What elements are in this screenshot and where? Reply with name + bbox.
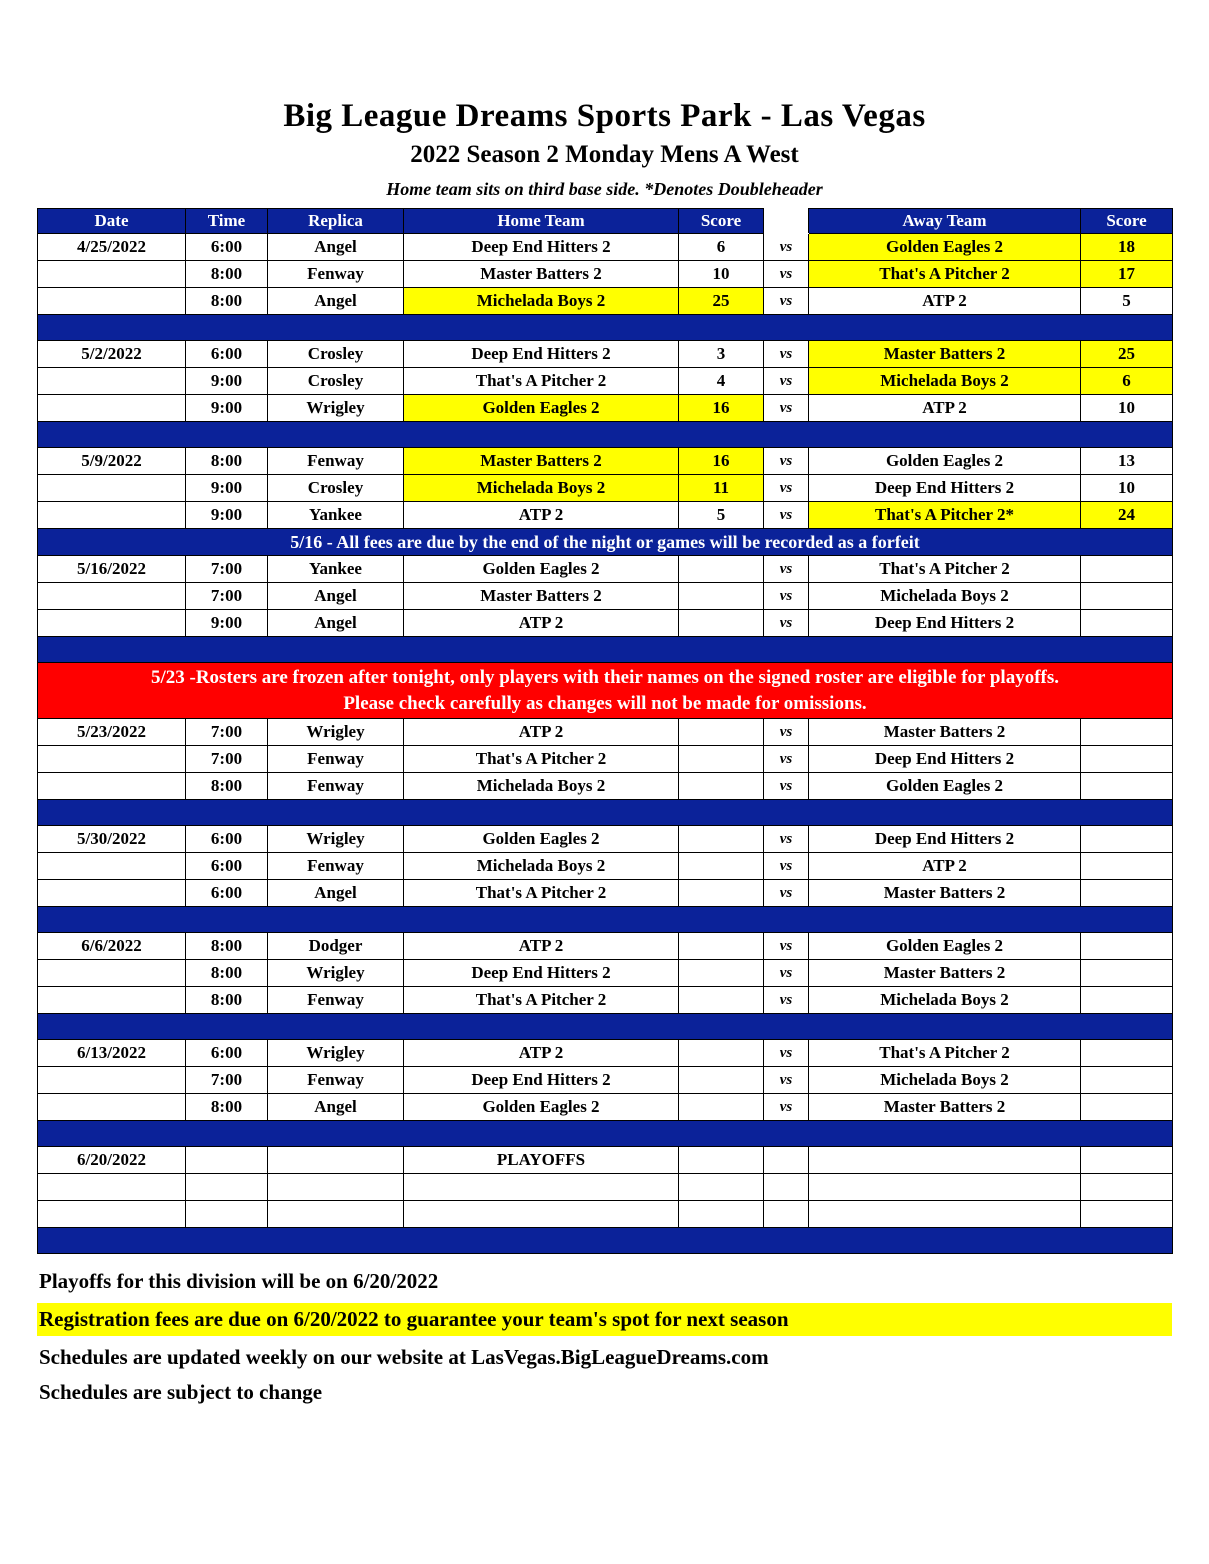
replica-cell: Crosley [268,475,404,502]
roster-freeze-notice [38,663,1173,719]
date-cell [38,288,186,315]
away-team-cell: ATP 2 [809,288,1081,315]
away-score-cell [1081,773,1173,800]
date-cell [38,261,186,288]
separator-row [38,422,1173,448]
home-score-cell [679,853,764,880]
game-row [38,880,1173,907]
away-team-cell: Michelada Boys 2 [809,1067,1081,1094]
time-cell: 7:00 [186,719,268,746]
vs-cell: vs [764,502,809,529]
home-team-cell: That's A Pitcher 2 [404,746,679,773]
website-note: Schedules are updated weekly on our website at LasVegas.BigLeagueDreams.com [39,1345,769,1369]
home-team-cell: Michelada Boys 2 [404,475,679,502]
time-cell: 6:00 [186,341,268,368]
replica-cell: Wrigley [268,719,404,746]
separator-row [38,907,1173,933]
home-team-cell [404,1174,679,1201]
home-team-cell: ATP 2 [404,1040,679,1067]
time-cell [186,1201,268,1228]
vs-cell: vs [764,448,809,475]
game-row [38,987,1173,1014]
away-team-cell: That's A Pitcher 2 [809,1040,1081,1067]
home-team-cell: Michelada Boys 2 [404,288,679,315]
away-team-cell: Golden Eagles 2 [809,448,1081,475]
vs-cell: vs [764,341,809,368]
away-score-cell [1081,1201,1173,1228]
vs-cell [764,1201,809,1228]
game-row [38,502,1173,529]
away-team-cell: Golden Eagles 2 [809,234,1081,261]
time-cell: 9:00 [186,475,268,502]
separator-cell [38,907,1173,933]
footer [37,1268,1172,1406]
time-cell: 8:00 [186,773,268,800]
vs-cell: vs [764,853,809,880]
time-cell: 9:00 [186,610,268,637]
vs-cell: vs [764,826,809,853]
replica-cell: Yankee [268,556,404,583]
vs-cell [764,1174,809,1201]
home-team-cell: That's A Pitcher 2 [404,880,679,907]
separator-row [38,315,1173,341]
away-score-cell [1081,719,1173,746]
home-team-cell: PLAYOFFS [404,1147,679,1174]
page-title: Big League Dreams Sports Park - Las Vegas [283,98,926,134]
time-cell: 8:00 [186,288,268,315]
home-score-cell: 5 [679,502,764,529]
vs-cell: vs [764,773,809,800]
away-score-cell [1081,583,1173,610]
home-team-note: Home team sits on third base side. *Denotes Doubleheader [386,179,823,199]
playoffs-note: Playoffs for this division will be on 6/20/2022 [39,1269,439,1293]
date-cell: 5/30/2022 [38,826,186,853]
home-score-cell [679,1174,764,1201]
home-score-cell: 16 [679,395,764,422]
vs-cell: vs [764,475,809,502]
vs-cell: vs [764,368,809,395]
game-row [38,1147,1173,1174]
home-score-cell: 4 [679,368,764,395]
time-cell: 9:00 [186,395,268,422]
header-row [38,209,1173,234]
home-score-cell [679,933,764,960]
time-cell: 8:00 [186,987,268,1014]
home-score-cell [679,880,764,907]
vs-cell: vs [764,960,809,987]
away-score-cell: 17 [1081,261,1173,288]
away-score-cell: 5 [1081,288,1173,315]
separator-cell [38,1014,1173,1040]
vs-cell: vs [764,234,809,261]
home-team-cell: That's A Pitcher 2 [404,368,679,395]
vs-cell: vs [764,746,809,773]
registration-fees-note: Registration fees are due on 6/20/2022 to guarantee your team's spot for next season [37,1303,1172,1336]
home-team-cell: Golden Eagles 2 [404,395,679,422]
home-score-cell: 10 [679,261,764,288]
date-cell [38,1174,186,1201]
date-cell: 5/9/2022 [38,448,186,475]
away-score-cell [1081,880,1173,907]
game-row [38,556,1173,583]
away-score-cell [1081,556,1173,583]
date-cell [38,773,186,800]
home-score-cell [679,826,764,853]
home-team-cell: Deep End Hitters 2 [404,341,679,368]
fees-notice-text: 5/16 - All fees are due by the end of the night or games will be recorded as a forfeit [38,529,1173,556]
separator-cell [38,315,1173,341]
date-cell [38,746,186,773]
replica-cell: Angel [268,1094,404,1121]
home-team-cell: ATP 2 [404,610,679,637]
home-team-cell: Golden Eagles 2 [404,556,679,583]
vs-cell: vs [764,719,809,746]
vs-cell: vs [764,395,809,422]
away-team-cell: Michelada Boys 2 [809,368,1081,395]
replica-cell: Wrigley [268,960,404,987]
game-row [38,853,1173,880]
replica-cell: Crosley [268,341,404,368]
vs-cell: vs [764,880,809,907]
date-cell [38,1067,186,1094]
home-score-cell [679,1094,764,1121]
game-row [38,583,1173,610]
roster-freeze-line-2: Please check carefully as changes will not be made for omissions. [343,692,867,714]
replica-cell: Fenway [268,746,404,773]
replica-cell: Angel [268,288,404,315]
home-team-cell: Master Batters 2 [404,583,679,610]
date-cell [38,583,186,610]
away-team-cell: Master Batters 2 [809,1094,1081,1121]
vs-cell: vs [764,261,809,288]
game-row [38,475,1173,502]
header-home-team: Home Team [404,209,679,234]
home-score-cell [679,746,764,773]
away-team-cell: Deep End Hitters 2 [809,475,1081,502]
date-cell [38,880,186,907]
roster-freeze-line-1: 5/23 -Rosters are frozen after tonight, only players with their names on the signed roster are eligible for playoffs. [150,666,1060,688]
time-cell: 8:00 [186,448,268,475]
game-row [38,773,1173,800]
vs-cell: vs [764,610,809,637]
game-row [38,261,1173,288]
home-score-cell [679,610,764,637]
home-team-cell: ATP 2 [404,502,679,529]
date-cell [38,853,186,880]
time-cell [186,1174,268,1201]
roster-freeze-notice-row [38,663,1173,719]
page-subtitle: 2022 Season 2 Monday Mens A West [410,141,799,168]
date-cell: 6/20/2022 [38,1147,186,1174]
game-row [38,1174,1173,1201]
date-cell [38,368,186,395]
away-score-cell [1081,1094,1173,1121]
away-score-cell [1081,853,1173,880]
game-row [38,1201,1173,1228]
home-team-cell: Golden Eagles 2 [404,1094,679,1121]
game-row [38,448,1173,475]
replica-cell [268,1174,404,1201]
time-cell: 9:00 [186,502,268,529]
date-cell [38,475,186,502]
home-score-cell: 3 [679,341,764,368]
away-team-cell: Golden Eagles 2 [809,933,1081,960]
time-cell: 9:00 [186,368,268,395]
away-score-cell [1081,987,1173,1014]
home-team-cell: Master Batters 2 [404,448,679,475]
away-team-cell [809,1147,1081,1174]
away-score-cell: 18 [1081,234,1173,261]
home-team-cell: ATP 2 [404,719,679,746]
vs-cell: vs [764,583,809,610]
away-team-cell: That's A Pitcher 2* [809,502,1081,529]
separator-row [38,1014,1173,1040]
home-team-cell: Deep End Hitters 2 [404,960,679,987]
separator-cell [38,1228,1173,1254]
date-cell: 6/13/2022 [38,1040,186,1067]
replica-cell: Crosley [268,368,404,395]
away-score-cell [1081,746,1173,773]
replica-cell [268,1201,404,1228]
game-row [38,368,1173,395]
home-score-cell [679,987,764,1014]
replica-cell: Wrigley [268,1040,404,1067]
replica-cell: Angel [268,610,404,637]
date-cell [38,960,186,987]
home-score-cell [679,556,764,583]
away-team-cell: Master Batters 2 [809,719,1081,746]
header-vs-spacer [764,209,809,234]
schedule-table [37,208,1173,1254]
home-team-cell: Deep End Hitters 2 [404,234,679,261]
home-team-cell: Master Batters 2 [404,261,679,288]
separator-cell [38,1121,1173,1147]
away-score-cell [1081,933,1173,960]
header-replica: Replica [268,209,404,234]
replica-cell: Angel [268,583,404,610]
time-cell [186,1147,268,1174]
game-row [38,234,1173,261]
separator-row [38,1228,1173,1254]
date-cell: 5/16/2022 [38,556,186,583]
away-team-cell: Deep End Hitters 2 [809,826,1081,853]
date-cell [38,1094,186,1121]
vs-cell: vs [764,288,809,315]
separator-cell [38,800,1173,826]
game-row [38,395,1173,422]
game-row [38,933,1173,960]
home-score-cell [679,583,764,610]
away-team-cell: That's A Pitcher 2 [809,556,1081,583]
vs-cell: vs [764,1094,809,1121]
away-score-cell: 10 [1081,395,1173,422]
separator-row [38,637,1173,663]
away-score-cell [1081,1067,1173,1094]
time-cell: 7:00 [186,746,268,773]
replica-cell: Yankee [268,502,404,529]
replica-cell: Angel [268,234,404,261]
game-row [38,1067,1173,1094]
home-score-cell [679,719,764,746]
home-score-cell [679,1147,764,1174]
time-cell: 6:00 [186,853,268,880]
time-cell: 8:00 [186,933,268,960]
away-score-cell [1081,610,1173,637]
time-cell: 8:00 [186,261,268,288]
date-cell [38,987,186,1014]
date-cell: 4/25/2022 [38,234,186,261]
separator-row [38,1121,1173,1147]
game-row [38,719,1173,746]
fees-notice-row [38,529,1173,556]
away-score-cell [1081,826,1173,853]
date-cell: 6/6/2022 [38,933,186,960]
away-team-cell: Master Batters 2 [809,880,1081,907]
vs-cell: vs [764,556,809,583]
home-team-cell: Deep End Hitters 2 [404,1067,679,1094]
away-score-cell: 13 [1081,448,1173,475]
replica-cell: Wrigley [268,395,404,422]
separator-cell [38,422,1173,448]
time-cell: 8:00 [186,1094,268,1121]
subject-to-change-note: Schedules are subject to change [39,1380,323,1404]
home-score-cell [679,960,764,987]
vs-cell: vs [764,933,809,960]
home-score-cell: 16 [679,448,764,475]
home-score-cell: 11 [679,475,764,502]
game-row [38,288,1173,315]
away-score-cell [1081,1040,1173,1067]
time-cell: 6:00 [186,234,268,261]
time-cell: 7:00 [186,1067,268,1094]
home-team-cell: Michelada Boys 2 [404,773,679,800]
header-home-score: Score [679,209,764,234]
away-team-cell: Master Batters 2 [809,960,1081,987]
replica-cell: Fenway [268,853,404,880]
vs-cell: vs [764,1067,809,1094]
away-score-cell: 25 [1081,341,1173,368]
replica-cell [268,1147,404,1174]
replica-cell: Fenway [268,773,404,800]
home-score-cell [679,1040,764,1067]
away-score-cell [1081,1174,1173,1201]
replica-cell: Wrigley [268,826,404,853]
vs-cell: vs [764,987,809,1014]
home-team-cell: ATP 2 [404,933,679,960]
home-score-cell: 6 [679,234,764,261]
away-team-cell: Michelada Boys 2 [809,987,1081,1014]
replica-cell: Fenway [268,987,404,1014]
date-cell: 5/2/2022 [38,341,186,368]
game-row [38,826,1173,853]
date-cell: 5/23/2022 [38,719,186,746]
time-cell: 7:00 [186,556,268,583]
home-score-cell: 25 [679,288,764,315]
date-cell [38,395,186,422]
away-team-cell: ATP 2 [809,853,1081,880]
away-score-cell: 10 [1081,475,1173,502]
replica-cell: Dodger [268,933,404,960]
home-score-cell [679,773,764,800]
game-row [38,341,1173,368]
date-cell [38,1201,186,1228]
away-score-cell: 6 [1081,368,1173,395]
away-team-cell: ATP 2 [809,395,1081,422]
away-team-cell: Deep End Hitters 2 [809,610,1081,637]
home-team-cell [404,1201,679,1228]
header-away-score: Score [1081,209,1173,234]
game-row [38,1094,1173,1121]
home-team-cell: Michelada Boys 2 [404,853,679,880]
time-cell: 6:00 [186,826,268,853]
away-team-cell: Master Batters 2 [809,341,1081,368]
replica-cell: Angel [268,880,404,907]
game-row [38,746,1173,773]
time-cell: 6:00 [186,1040,268,1067]
away-team-cell: Michelada Boys 2 [809,583,1081,610]
away-score-cell: 24 [1081,502,1173,529]
date-cell [38,610,186,637]
home-team-cell: Golden Eagles 2 [404,826,679,853]
away-team-cell [809,1174,1081,1201]
away-team-cell: Golden Eagles 2 [809,773,1081,800]
time-cell: 7:00 [186,583,268,610]
home-score-cell [679,1067,764,1094]
away-score-cell [1081,1147,1173,1174]
replica-cell: Fenway [268,261,404,288]
separator-cell [38,637,1173,663]
header-time: Time [186,209,268,234]
game-row [38,960,1173,987]
header-date: Date [38,209,186,234]
game-row [38,610,1173,637]
header-away-team: Away Team [809,209,1081,234]
separator-row [38,800,1173,826]
away-team-cell: That's A Pitcher 2 [809,261,1081,288]
home-score-cell [679,1201,764,1228]
time-cell: 6:00 [186,880,268,907]
time-cell: 8:00 [186,960,268,987]
replica-cell: Fenway [268,1067,404,1094]
home-team-cell: That's A Pitcher 2 [404,987,679,1014]
vs-cell [764,1147,809,1174]
vs-cell: vs [764,1040,809,1067]
date-cell [38,502,186,529]
replica-cell: Fenway [268,448,404,475]
away-team-cell: Deep End Hitters 2 [809,746,1081,773]
game-row [38,1040,1173,1067]
away-team-cell [809,1201,1081,1228]
away-score-cell [1081,960,1173,987]
